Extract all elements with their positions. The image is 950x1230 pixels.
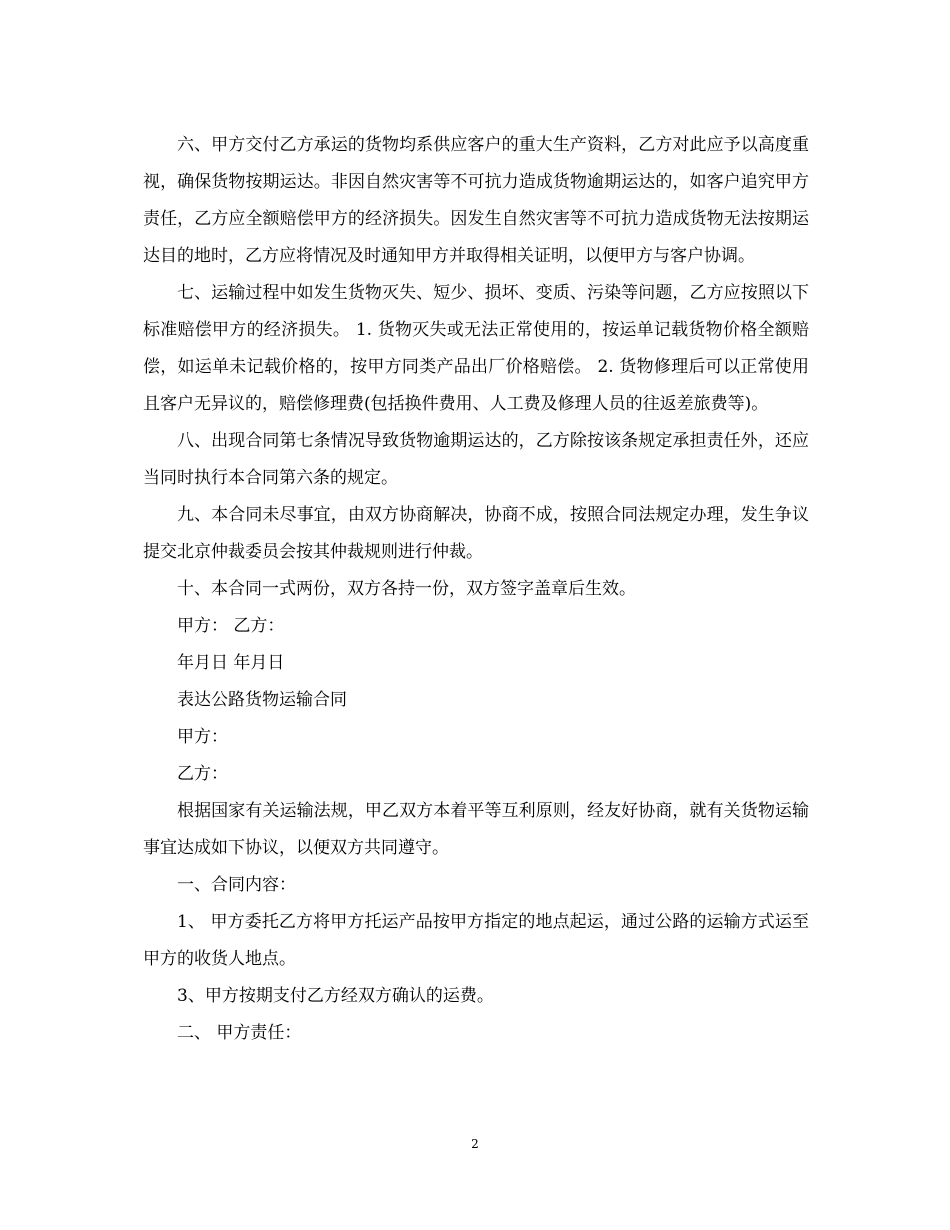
item-one-paragraph: 1、 甲方委托乙方将甲方托运产品按甲方指定的地点起运，通过公路的运输方式运至甲方的收货人地点。 <box>143 912 809 969</box>
party-b-line: 乙方： <box>177 764 228 784</box>
contract-title: 表达公路货物运输合同 <box>177 690 347 710</box>
page-number: 2 <box>471 1137 479 1151</box>
signature-date-line: 年月日 年月日 <box>177 653 285 673</box>
clause-seven-paragraph: 七、运输过程中如发生货物灭失、短少、损坏、变质、污染等问题，乙方应按照以下标准赔偿甲方的经济损失。 1. 货物灭失或无法正常使用的，按运单记载货物价格全额赔偿，如运单未记载价格的，按甲方同类产品出厂价格赔偿。 2. 货物修理后可以正常使用且客户无异议的，赔偿修理费(包括换件费用、人工费及修理人员的往返差旅费等)。 <box>143 283 809 414</box>
preamble-paragraph: 根据国家有关运输法规，甲乙双方本着平等互利原则，经友好协商，就有关货物运输事宜达成如下协议，以便双方共同遵守。 <box>143 801 809 858</box>
clause-nine-paragraph: 九、本合同未尽事宜，由双方协商解决，协商不成，按照合同法规定办理，发生争议提交北京仲裁委员会按其仲裁规则进行仲裁。 <box>143 505 809 562</box>
clause-six-paragraph: 六、甲方交付乙方承运的货物均系供应客户的重大生产资料，乙方对此应予以高度重视，确保货物按期运达。非因自然灾害等不可抗力造成货物逾期运达的，如客户追究甲方责任，乙方应全额赔偿甲方的经济损失。因发生自然灾害等不可抗力造成货物无法按期运达目的地时，乙方应将情况及时通知甲方并取得相关证明，以便甲方与客户协调。 <box>143 135 809 266</box>
signature-parties-line: 甲方： 乙方： <box>177 616 285 636</box>
section-one-heading: 一、合同内容： <box>177 875 296 895</box>
item-three-paragraph: 3、甲方按期支付乙方经双方确认的运费。 <box>177 986 494 1006</box>
document-body <box>143 127 809 1052</box>
party-a-line: 甲方： <box>177 727 228 747</box>
section-two-heading: 二、 甲方责任： <box>177 1023 302 1043</box>
clause-ten-paragraph: 十、本合同一式两份，双方各持一份，双方签字盖章后生效。 <box>177 579 636 599</box>
clause-eight-paragraph: 八、出现合同第七条情况导致货物逾期运达的，乙方除按该条规定承担责任外，还应当同时执行本合同第六条的规定。 <box>143 431 809 488</box>
